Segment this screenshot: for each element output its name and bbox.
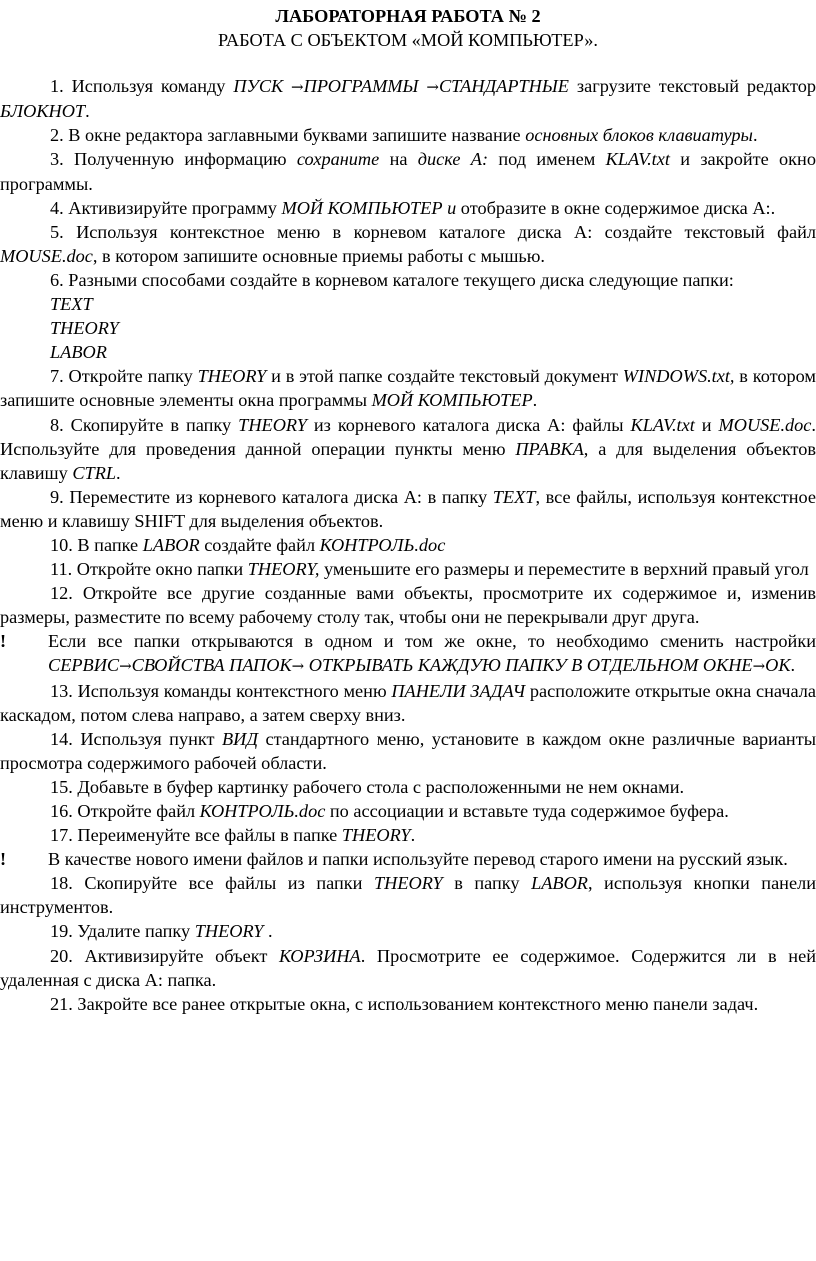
exclamation-icon: ! [0,631,7,652]
step-2: 2. В окне редактора заглавными буквами запишите название основных блоков клавиатуры. [50,125,758,146]
step-21: 21. Закройте все ранее открытые окна, с использованием контекстного меню панели задач. [50,993,759,1014]
step-5: 5. Используя контекстное меню в корневом каталоге диска А: создайте текстовый файл MOUSE.doc, в котором запишите основные приемы работы с мышью. [0,221,816,266]
step-9: 9. Переместите из корневого каталога диска А: в папку TEXT, все файлы, используя контекстное меню и клавишу SHIFT для выделения объектов. [0,486,816,531]
arrow-icon: → [119,657,132,676]
arrow-icon: → [291,78,304,97]
step-12: 12. Откройте все другие созданные вами объекты, просмотрите их содержимое и, изменив размеры, разместите по всему рабочему столу так, чтобы они не перекрывали друг друга. [0,583,816,628]
step-16: 16. Откройте файл КОНТРОЛЬ.doc по ассоциации и вставьте туда содержимое буфера. [50,801,729,821]
exclamation-icon: ! [0,849,7,870]
folder-item-labor: LABOR [50,342,107,363]
step-13: 13. Используя команды контекстного меню ПАНЕЛИ ЗАДАЧ расположите открытые окна сначала каскадом, потом слева направо, а затем сверху вниз. [0,680,816,725]
step-18: 18. Скопируйте все файлы из папки THEORY в папку LABOR, используя кнопки панели инструментов. [0,873,816,918]
note-1: ! Если все папки открываются в одном и том же окне, то необходимо сменить настройки СЕРВИС→СВОЙСТВА ПАПОК→ ОТКРЫВАТЬ КАЖДУЮ ПАПКУ В ОТДЕЛЬНОМ ОКНЕ→ОК. [0,631,816,676]
step-7: 7. Откройте папку THEORY и в этой папке создайте текстовый документ WINDOWS.txt, в котором запишите основные элементы окна программы МОЙ КОМПЬЮТЕР. [0,366,816,411]
step-1: 1. Используя команду ПУСК →ПРОГРАММЫ →СТАНДАРТНЫЕ загрузите текстовый редактор БЛОКНОТ. [0,76,816,122]
step-8: 8. Скопируйте в папку THEORY из корневого каталога диска А: файлы KLAV.txt и MOUSE.doc. Используйте для проведения данной операции пункты меню ПРАВКА, а для выделения объектов клавишу CTRL. [0,414,816,483]
step-6: 6. Разными способами создайте в корневом каталоге текущего диска следующие папки: [50,269,734,290]
page-title: ЛАБОРАТОРНАЯ РАБОТА № 2 [275,6,541,26]
arrow-icon: → [752,657,766,676]
step-3: 3. Полученную информацию сохраните на диске А: под именем KLAV.txt и закройте окно программы. [0,149,816,194]
note-2: ! В качестве нового имени файлов и папки используйте перевод старого имени на русский язык. [0,847,816,871]
document-page [0,4,816,1259]
step-17: 17. Переименуйте все файлы в папке THEORY. [50,825,416,846]
page-subtitle: РАБОТА С ОБЪЕКТОМ «МОЙ КОМПЬЮТЕР». [218,30,598,51]
arrow-icon: → [426,78,439,97]
step-11: 11. Откройте окно папки THEORY, уменьшите его размеры и переместите в верхний правый угол [50,559,809,580]
step-15: 15. Добавьте в буфер картинку рабочего стола с расположенными не нем окнами. [50,776,685,797]
folder-item-text: TEXT [50,294,93,315]
step-20: 20. Активизируйте объект КОРЗИНА. Просмотрите ее содержимое. Содержится ли в ней удаленная с диска А: папка. [0,945,816,990]
step-19: 19. Удалите папку THEORY . [50,921,273,942]
step-14: 14. Используя пункт ВИД стандартного меню, установите в каждом окне различные варианты просмотра содержимого рабочей области. [0,728,816,773]
arrow-icon: → [291,657,305,676]
step-10: 10. В папке LABOR создайте файл КОНТРОЛЬ.doc [50,534,446,555]
folder-item-theory: THEORY [50,318,119,339]
step-4: 4. Активизируйте программу МОЙ КОМПЬЮТЕР и отобразите в окне содержимое диска А:. [50,197,776,218]
